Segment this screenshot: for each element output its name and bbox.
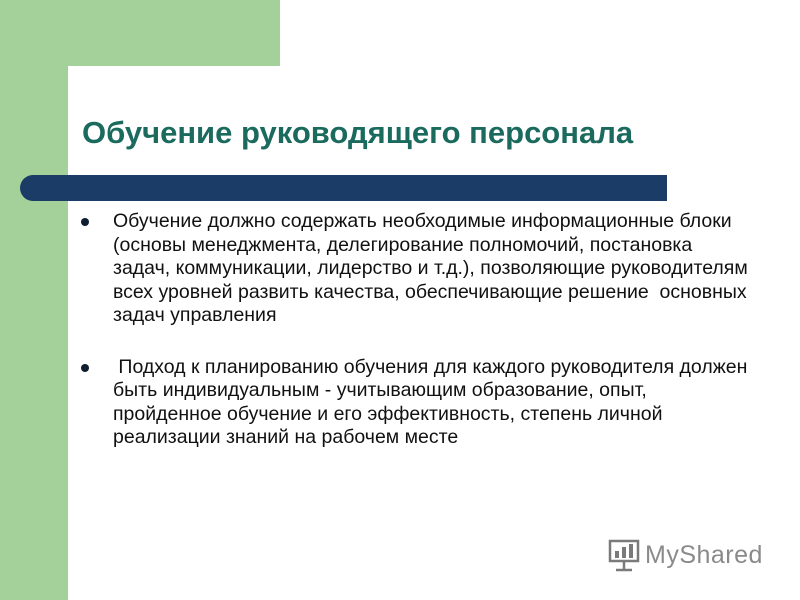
list-item — [78, 210, 754, 328]
title-underline-bar — [20, 175, 667, 201]
green-accent-left — [0, 0, 68, 600]
watermark-logo — [607, 537, 763, 573]
bullet-icon — [81, 364, 89, 372]
bullet-list — [78, 210, 754, 478]
logo-text: MyShared — [645, 540, 763, 569]
bullet-text: Подход к планированию обучения для каждого руководителя должен быть индивидуальным - учитывающим образование, опыт, пройденное обучение и его эффективность, степень личной реализации знаний на рабочем месте — [113, 355, 753, 448]
bullet-icon — [81, 218, 89, 226]
presentation-board-icon — [607, 538, 641, 572]
list-item — [78, 355, 753, 450]
bullet-text: Обучение должно содержать необходимые информационные блоки (основы менеджмента, делегирование полномочий, постановка задач, коммуникации, лидерство и т.д.), позволяющие руководителям всех уровней развить качества, обеспечивающие решение основных задач управления — [113, 210, 754, 326]
green-accent-top — [0, 0, 280, 66]
slide-title: Обучение руководящего персонала — [82, 115, 634, 150]
